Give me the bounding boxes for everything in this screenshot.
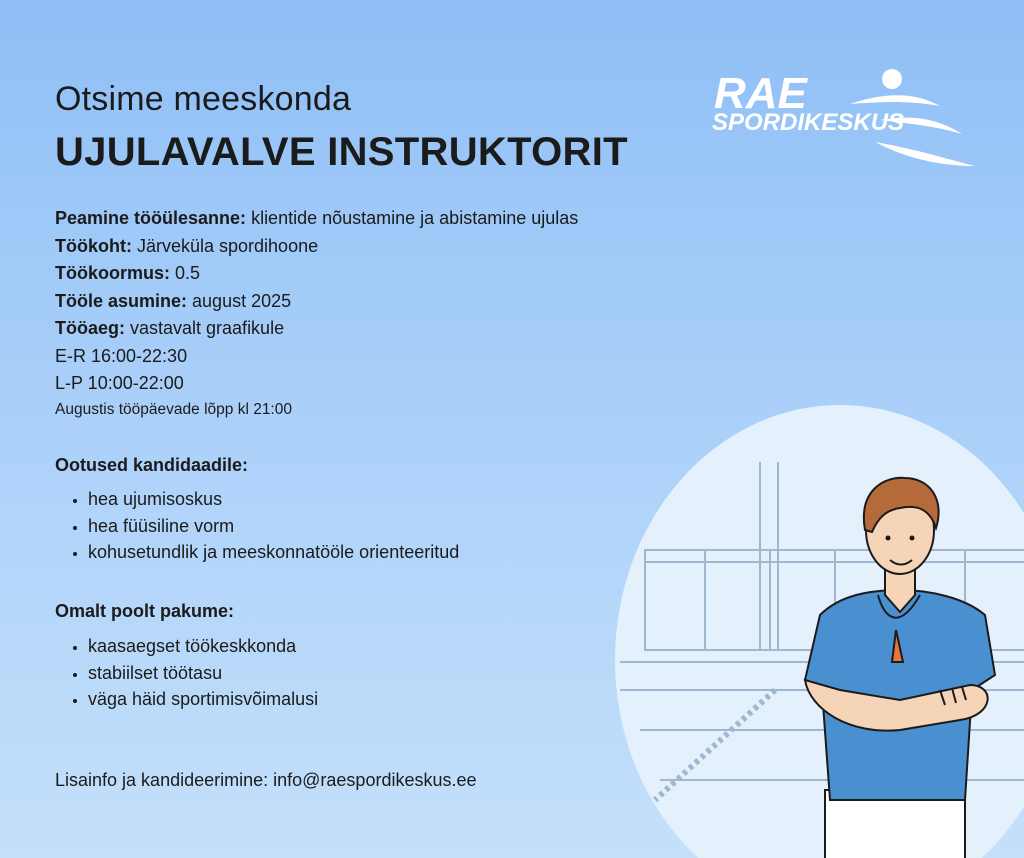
schedule-weekend: L-P 10:00-22:00	[55, 373, 184, 393]
logo-text-rae: RAE	[714, 69, 807, 118]
list-item: • väga häid sportimisvõimalusi	[88, 686, 318, 713]
poster-title: UJULAVALVE INSTRUKTORIT	[55, 130, 628, 174]
detail-row-start	[55, 288, 578, 316]
detail-row-location	[55, 233, 578, 261]
offers-list	[55, 633, 318, 713]
lifeguard-illustration	[600, 400, 1024, 858]
detail-label: Töökoormus:	[55, 263, 170, 283]
detail-row-hours	[55, 315, 578, 343]
detail-value: vastavalt graafikule	[125, 318, 285, 338]
list-item: • kohusetundlik ja meeskonnatööle orienteeritud	[88, 539, 459, 566]
logo-text-spordikeskus: SPORDIKESKUS	[712, 109, 905, 136]
schedule-note: Augustis tööpäevade lõpp kl 21:00	[55, 400, 292, 418]
detail-value: Järveküla spordihoone	[131, 235, 319, 256]
list-item: • stabiilset töötasu	[88, 660, 318, 687]
list-item: • hea ujumisoskus	[88, 486, 459, 513]
list-item: • hea füüsiline vorm	[88, 513, 459, 540]
detail-label: Töökoht:	[55, 235, 132, 256]
detail-row-workload	[55, 260, 578, 288]
rae-spordikeskus-logo	[700, 62, 990, 172]
detail-value: 0.5	[170, 263, 201, 283]
detail-label: Peamine tööülesanne:	[55, 208, 247, 228]
offers-heading: Omalt poolt pakume:	[55, 601, 235, 621]
list-item: • kaasaegset töökeskkonda	[88, 633, 318, 660]
expectations-heading: Ootused kandidaadile:	[55, 455, 249, 475]
expectations-list	[55, 486, 459, 566]
job-details	[55, 205, 578, 422]
poster-subtitle: Otsime meeskonda	[55, 80, 352, 118]
schedule-weekdays: E-R 16:00-22:30	[55, 345, 188, 366]
detail-value: klientide nõustamine ja abistamine ujulas	[246, 208, 579, 228]
detail-label: Tööaeg:	[55, 318, 125, 338]
detail-label: Tööle asumine:	[55, 290, 188, 311]
detail-value: august 2025	[187, 290, 292, 311]
detail-row-task	[55, 205, 578, 233]
contact-footer: Lisainfo ja kandideerimine: info@raespordikeskus.ee	[55, 770, 477, 790]
